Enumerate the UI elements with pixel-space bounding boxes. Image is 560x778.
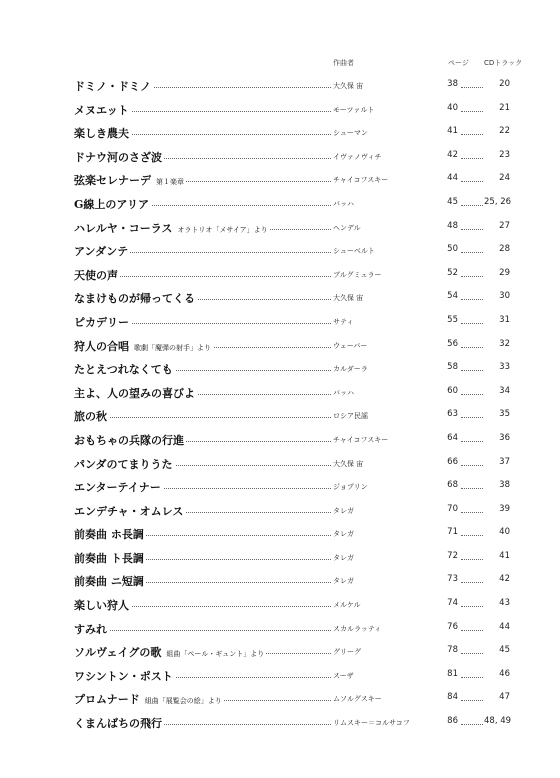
entry-composer: シューベルト xyxy=(333,247,375,256)
dot-leader xyxy=(461,370,483,371)
entry-composer: チャイコフスキー xyxy=(333,435,389,444)
entry-page-number: 45 xyxy=(447,196,458,207)
toc-entry xyxy=(0,595,560,619)
toc-entry xyxy=(0,501,560,525)
entry-title-text: おもちゃの兵隊の行進 xyxy=(74,433,184,447)
toc-entry xyxy=(0,194,560,218)
entry-page-number: 86 xyxy=(447,716,458,727)
entry-composer: グリーグ xyxy=(333,648,361,657)
entry-composer: ムソルグスキー xyxy=(333,695,382,704)
entry-title-text: 狩人の合唱 xyxy=(74,339,129,353)
entry-cd-track: 22 xyxy=(499,126,510,137)
entry-title xyxy=(74,621,109,637)
entry-page-number: 71 xyxy=(447,527,458,538)
entry-composer: タレガ xyxy=(333,506,354,515)
toc-header xyxy=(0,56,560,70)
entry-cd-track: 25, 26 xyxy=(484,196,512,207)
dot-leader xyxy=(461,559,483,560)
entry-title-text: ドナウ河のさざ波 xyxy=(74,150,162,164)
toc-entry xyxy=(0,713,560,737)
toc-entry xyxy=(0,123,560,147)
entry-title-text: くまんばちの飛行 xyxy=(74,717,162,731)
entry-page-number: 64 xyxy=(447,432,458,443)
toc-entry xyxy=(0,666,560,690)
entry-composer: バッハ xyxy=(333,388,354,397)
entry-title xyxy=(74,408,109,424)
toc-entry xyxy=(0,218,560,242)
entry-title xyxy=(74,338,213,354)
entry-composer: チャイコフスキー xyxy=(333,176,389,185)
entry-composer: 大久保 宙 xyxy=(333,459,364,468)
entry-cd-track: 43 xyxy=(499,598,510,609)
entry-composer: シューマン xyxy=(333,129,368,138)
toc-entry xyxy=(0,359,560,383)
entry-page-number: 42 xyxy=(447,149,458,160)
dot-leader xyxy=(461,677,483,678)
entry-subtitle: オラトリオ「メサイア」より xyxy=(177,225,268,234)
entry-title-text: ワシントン・ポスト xyxy=(74,669,173,683)
dot-leader xyxy=(461,606,483,607)
entry-title xyxy=(74,78,153,94)
dot-leader xyxy=(461,394,483,395)
toc-entry xyxy=(0,524,560,548)
entry-page-number: 73 xyxy=(447,574,458,585)
entry-page-number: 50 xyxy=(447,244,458,255)
entry-cd-track: 32 xyxy=(499,338,510,349)
entry-title-text: メヌエット xyxy=(74,103,129,117)
entry-cd-track: 48, 49 xyxy=(484,716,512,727)
entry-title xyxy=(74,691,224,707)
entry-title xyxy=(74,314,131,330)
dot-leader xyxy=(74,630,331,631)
entry-cd-track: 44 xyxy=(499,621,510,632)
entry-cd-track: 28 xyxy=(499,244,510,255)
entry-composer: カルダーラ xyxy=(333,365,368,374)
entry-page-number: 68 xyxy=(447,480,458,491)
entry-composer: ジョプリン xyxy=(333,483,368,492)
toc-entry xyxy=(0,477,560,501)
entry-title-text: G線上のアリア xyxy=(74,197,149,211)
entry-title-text: すみれ xyxy=(74,622,107,636)
entry-title xyxy=(74,385,197,401)
entry-composer: タレガ xyxy=(333,577,354,586)
toc-entry xyxy=(0,642,560,666)
entry-title-text: アンダンテ xyxy=(74,245,129,259)
entry-title-text: 旅の秋 xyxy=(74,410,107,424)
entry-page-number: 52 xyxy=(447,267,458,278)
entry-title xyxy=(74,597,131,613)
entry-title xyxy=(74,550,146,566)
entry-title xyxy=(74,149,164,165)
dot-leader xyxy=(461,700,483,701)
entry-composer: 大久保 宙 xyxy=(333,294,364,303)
entry-title xyxy=(74,715,164,731)
toc-entry xyxy=(0,336,560,360)
entry-composer: メルケル xyxy=(333,601,361,610)
entry-composer: バッハ xyxy=(333,199,354,208)
entry-title xyxy=(74,361,175,377)
entry-cd-track: 39 xyxy=(499,503,510,514)
entry-composer: タレガ xyxy=(333,530,354,539)
entry-title-text: なまけものが帰ってくる xyxy=(74,292,195,306)
entry-title xyxy=(74,267,120,283)
dot-leader xyxy=(461,158,483,159)
entry-composer: リムスキー＝コルサコフ xyxy=(333,719,410,728)
dot-leader xyxy=(461,276,483,277)
entry-cd-track: 31 xyxy=(499,314,510,325)
cd-track-column-label: CDトラック xyxy=(484,59,523,67)
entry-page-number: 74 xyxy=(447,598,458,609)
entry-title xyxy=(74,243,130,259)
entry-title xyxy=(74,196,151,212)
entry-page-number: 78 xyxy=(447,645,458,656)
dot-leader xyxy=(461,441,483,442)
toc-entry xyxy=(0,265,560,289)
entry-title-text: 楽しい狩人 xyxy=(74,599,129,613)
dot-leader xyxy=(74,417,331,418)
entry-page-number: 38 xyxy=(447,79,458,89)
entry-composer: モーツァルト xyxy=(333,105,375,114)
toc-entry xyxy=(0,288,560,312)
entry-title-text: パンダのてまりうた xyxy=(74,457,173,471)
dot-leader xyxy=(461,299,483,300)
entry-subtitle: 組曲「展覧会の絵」より xyxy=(144,697,222,706)
entry-title-text: 前奏曲 ホ長調 xyxy=(74,528,144,542)
entry-composer: サティ xyxy=(333,317,354,326)
dot-leader xyxy=(461,724,483,725)
dot-leader xyxy=(461,512,483,513)
entry-cd-track: 30 xyxy=(499,291,510,302)
entry-page-number: 44 xyxy=(447,173,458,184)
dot-leader xyxy=(461,229,483,230)
toc-entry xyxy=(0,76,560,100)
entry-title xyxy=(74,102,131,118)
entry-page-number: 72 xyxy=(447,550,458,561)
entry-cd-track: 38 xyxy=(499,480,510,491)
toc-entry xyxy=(0,689,560,713)
dot-leader xyxy=(461,347,483,348)
entry-composer: タレガ xyxy=(333,553,354,562)
entry-title xyxy=(74,125,131,141)
dot-leader xyxy=(461,87,483,88)
toc-entry xyxy=(0,430,560,454)
toc-entry xyxy=(0,241,560,265)
entry-composer: ブルグミュラー xyxy=(333,270,382,279)
entry-cd-track: 42 xyxy=(499,574,510,585)
entry-title-text: ドミノ・ドミノ xyxy=(74,80,151,93)
toc-entry xyxy=(0,147,560,171)
entry-cd-track: 46 xyxy=(499,668,510,679)
entry-cd-track: 29 xyxy=(499,267,510,278)
entry-page-number: 84 xyxy=(447,692,458,703)
toc-entry xyxy=(0,548,560,572)
entry-title-text: プロムナード xyxy=(74,693,140,707)
dot-leader xyxy=(461,417,483,418)
composer-column-label: 作曲者 xyxy=(333,59,354,67)
entry-composer: ウェーバー xyxy=(333,341,368,350)
entry-page-number: 66 xyxy=(447,456,458,467)
entry-title xyxy=(74,644,266,660)
entry-title-text: 天使の声 xyxy=(74,268,118,282)
entry-page-number: 76 xyxy=(447,621,458,632)
entry-title xyxy=(74,479,163,495)
entry-page-number: 40 xyxy=(447,102,458,113)
entry-cd-track: 20 xyxy=(499,79,510,89)
entry-title xyxy=(74,172,186,188)
entry-composer: スカルラッティ xyxy=(333,624,382,633)
entry-cd-track: 35 xyxy=(499,409,510,420)
entry-composer: スーザ xyxy=(333,671,354,680)
entry-subtitle: 歌劇「魔弾の射手」より xyxy=(134,343,211,352)
dot-leader xyxy=(461,653,483,654)
dot-leader xyxy=(461,111,483,112)
toc-entry xyxy=(0,383,560,407)
page-column-label: ページ xyxy=(448,59,469,67)
toc-entry xyxy=(0,571,560,595)
dot-leader xyxy=(461,134,483,135)
entry-title-text: エンデチャ・オムレス xyxy=(74,504,184,518)
entry-title-text: エンターテイナー xyxy=(74,481,161,495)
entry-cd-track: 47 xyxy=(499,692,510,703)
entry-subtitle: 組曲「ペール・ギュント」より xyxy=(166,650,265,659)
toc-entry xyxy=(0,619,560,643)
dot-leader xyxy=(461,205,483,206)
entry-title-text: 前奏曲 ト長調 xyxy=(74,551,144,565)
entry-title xyxy=(74,503,185,519)
entry-subtitle: 第１楽章 xyxy=(156,178,184,187)
toc-entry xyxy=(0,170,560,194)
dot-leader xyxy=(461,488,483,489)
entry-title-text: ピカデリー xyxy=(74,315,129,329)
entry-cd-track: 40 xyxy=(499,527,510,538)
entry-cd-track: 27 xyxy=(499,220,510,231)
dot-leader xyxy=(461,252,483,253)
entry-page-number: 63 xyxy=(447,409,458,420)
entry-cd-track: 33 xyxy=(499,362,510,373)
entry-page-number: 56 xyxy=(447,338,458,349)
entry-title xyxy=(74,432,186,448)
dot-leader xyxy=(461,465,483,466)
entry-title xyxy=(74,526,146,542)
entry-title-text: たとえつれなくても xyxy=(74,363,173,377)
toc-entry xyxy=(0,406,560,430)
entry-cd-track: 23 xyxy=(499,149,510,160)
entry-cd-track: 41 xyxy=(499,550,510,561)
entry-cd-track: 24 xyxy=(499,173,510,184)
entry-title xyxy=(74,290,197,306)
entry-page-number: 41 xyxy=(447,126,458,137)
entry-title xyxy=(74,668,175,684)
dot-leader xyxy=(461,630,483,631)
entry-page-number: 48 xyxy=(447,220,458,231)
entry-page-number: 81 xyxy=(447,668,458,679)
entry-cd-track: 45 xyxy=(499,645,510,656)
entry-title xyxy=(74,573,146,589)
entry-title-text: 主よ、人の望みの喜びよ xyxy=(74,386,195,400)
dot-leader xyxy=(461,181,483,182)
dot-leader xyxy=(461,582,483,583)
dot-leader xyxy=(461,535,483,536)
entry-page-number: 60 xyxy=(447,385,458,396)
entry-page-number: 54 xyxy=(447,291,458,302)
dot-leader xyxy=(461,323,483,324)
entry-cd-track: 34 xyxy=(499,385,510,396)
entry-title xyxy=(74,220,270,236)
entry-composer: イヴァノヴィチ xyxy=(333,152,382,161)
entry-cd-track: 37 xyxy=(499,456,510,467)
table-of-contents xyxy=(0,76,560,737)
toc-entry xyxy=(0,454,560,478)
entry-title-text: ハレルヤ・コーラス xyxy=(74,221,173,235)
entry-cd-track: 36 xyxy=(499,432,510,443)
entry-title-text: ソルヴェイグの歌 xyxy=(74,646,162,660)
toc-entry xyxy=(0,312,560,336)
toc-entry xyxy=(0,100,560,124)
entry-title xyxy=(74,456,175,472)
entry-composer: 大久保 宙 xyxy=(333,82,364,90)
entry-title-text: 前奏曲 ニ短調 xyxy=(74,575,144,589)
entry-cd-track: 21 xyxy=(499,102,510,113)
entry-page-number: 55 xyxy=(447,314,458,325)
entry-page-number: 70 xyxy=(447,503,458,514)
entry-page-number: 58 xyxy=(447,362,458,373)
entry-title-text: 楽しき農夫 xyxy=(74,127,129,141)
entry-composer: ヘンデル xyxy=(333,223,361,232)
entry-title-text: 弦楽セレナーデ xyxy=(74,174,151,188)
entry-composer: ロシア民謡 xyxy=(333,412,368,421)
